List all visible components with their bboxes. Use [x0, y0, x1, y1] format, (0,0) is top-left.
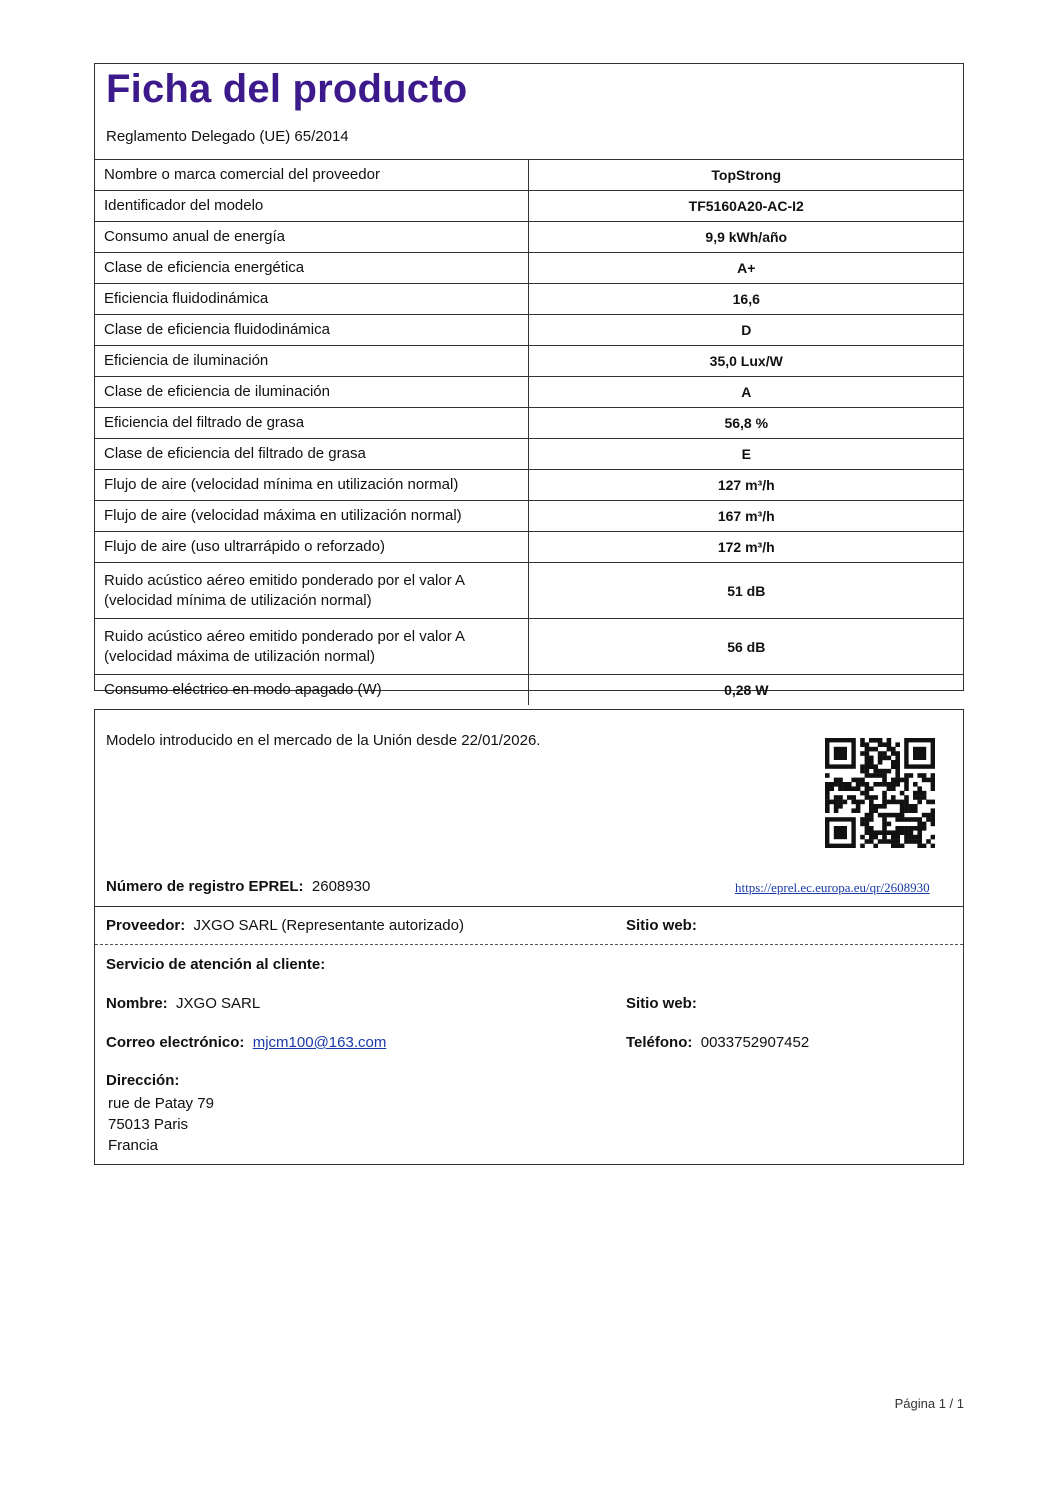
page-title: Ficha del producto: [106, 67, 468, 111]
table-row: [94, 532, 964, 563]
table-row: [94, 284, 964, 315]
row-value: A+: [528, 253, 964, 284]
phone-label: Teléfono:: [626, 1034, 693, 1051]
row-value: 172 m³/h: [528, 532, 964, 563]
eprel-value: 2608930: [311, 878, 371, 895]
row-label: Ruido acústico aéreo emitido ponderado por el valor A (velocidad mínima de utilización normal): [94, 563, 528, 619]
row-value: TF5160A20-AC-I2: [528, 191, 964, 222]
divider: [95, 906, 963, 907]
row-value: 35,0 Lux/W: [528, 346, 964, 377]
table-row: [94, 377, 964, 408]
row-value: 127 m³/h: [528, 470, 964, 501]
row-label: Eficiencia del filtrado de grasa: [94, 408, 528, 439]
row-value: E: [528, 439, 964, 470]
row-value: 56,8 %: [528, 408, 964, 439]
row-label: Identificador del modelo: [94, 191, 528, 222]
regulation-text: Reglamento Delegado (UE) 65/2014: [106, 128, 349, 145]
phone-value: 0033752907452: [700, 1034, 810, 1051]
email-label: Correo electrónico:: [106, 1034, 245, 1051]
email-link[interactable]: mjcm100@163.com: [252, 1034, 387, 1051]
row-label: Flujo de aire (velocidad mínima en utilización normal): [94, 470, 528, 501]
eprel-link[interactable]: https://eprel.ec.europa.eu/qr/2608930: [735, 880, 930, 895]
row-label: Clase de eficiencia de iluminación: [94, 377, 528, 408]
row-value: 167 m³/h: [528, 501, 964, 532]
row-label: Nombre o marca comercial del proveedor: [94, 160, 528, 191]
address-line-1: rue de Patay 79: [108, 1095, 214, 1112]
table-row: [94, 160, 964, 191]
table-row: [94, 619, 964, 675]
row-value: 56 dB: [528, 619, 964, 675]
row-label: Clase de eficiencia energética: [94, 253, 528, 284]
address-line-2: 75013 Paris: [108, 1116, 189, 1133]
row-value: TopStrong: [528, 160, 964, 191]
table-row: [94, 408, 964, 439]
row-label: Consumo eléctrico en modo apagado (W): [94, 675, 528, 706]
table-row: [94, 346, 964, 377]
row-value: D: [528, 315, 964, 346]
service-label: Servicio de atención al cliente:: [106, 956, 326, 973]
table-row: [94, 563, 964, 619]
table-row: [94, 439, 964, 470]
row-label: Eficiencia fluidodinámica: [94, 284, 528, 315]
email-row: [106, 1034, 386, 1051]
qr-code-icon: [825, 738, 935, 848]
spec-table: [94, 159, 964, 705]
table-row: [94, 470, 964, 501]
row-value: 16,6: [528, 284, 964, 315]
address-label: Dirección:: [106, 1072, 180, 1089]
name-value: JXGO SARL: [176, 995, 261, 1012]
dashed-divider: [95, 944, 963, 945]
row-label: Clase de eficiencia del filtrado de grasa: [94, 439, 528, 470]
supplier-label: Proveedor:: [106, 917, 186, 934]
name-row: [106, 995, 260, 1012]
table-row: [94, 675, 964, 706]
name-label: Nombre:: [106, 995, 168, 1012]
row-label: Flujo de aire (velocidad máxima en utilización normal): [94, 501, 528, 532]
row-value: 9,9 kWh/año: [528, 222, 964, 253]
row-label: Ruido acústico aéreo emitido ponderado por el valor A (velocidad máxima de utilización normal): [94, 619, 528, 675]
table-row: [94, 222, 964, 253]
product-sheet: [94, 63, 964, 698]
row-value: 0,28 W: [528, 675, 964, 706]
table-row: [94, 191, 964, 222]
market-text: Modelo introducido en el mercado de la Unión desde 22/01/2026.: [106, 732, 541, 749]
row-label: Consumo anual de energía: [94, 222, 528, 253]
table-row: [94, 315, 964, 346]
phone-row: [626, 1034, 809, 1051]
table-row: [94, 253, 964, 284]
supplier-website-label: Sitio web:: [626, 917, 697, 934]
address-line-3: Francia: [108, 1137, 159, 1154]
supplier-row: [106, 917, 464, 934]
row-label: Flujo de aire (uso ultrarrápido o reforzado): [94, 532, 528, 563]
row-label: Eficiencia de iluminación: [94, 346, 528, 377]
table-row: [94, 501, 964, 532]
model-info-box: [94, 709, 964, 1165]
row-label: Clase de eficiencia fluidodinámica: [94, 315, 528, 346]
row-value: 51 dB: [528, 563, 964, 619]
service-website-label: Sitio web:: [626, 995, 697, 1012]
eprel-row: [106, 878, 370, 895]
row-value: A: [528, 377, 964, 408]
eprel-label: Número de registro EPREL:: [106, 878, 304, 895]
supplier-value: JXGO SARL (Representante autorizado): [193, 917, 464, 934]
page-number: Página 1 / 1: [894, 1396, 964, 1411]
